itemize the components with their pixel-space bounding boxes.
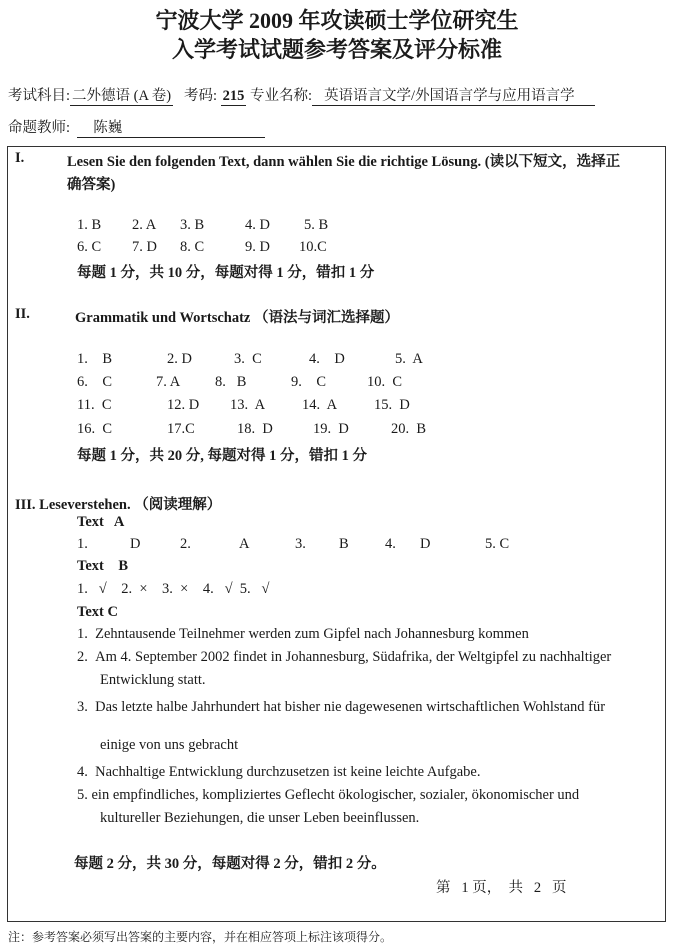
answer: 8. B [215, 374, 247, 390]
item-number: 1. [77, 626, 88, 642]
answer: 3. C [234, 351, 262, 367]
teacher-value: 陈巍 [77, 116, 265, 138]
major-value: 英语语言文学/外国语言学与应用语言学 [312, 84, 595, 106]
answer-box [7, 146, 666, 922]
answer: 12. D [167, 397, 200, 413]
section1-heading: Lesen Sie den folgenden Text, dann wählen Sie die richtige Lösung. (读以下短文，选择正 [67, 154, 621, 170]
textC-item [77, 626, 529, 643]
answer: 18. D [237, 421, 273, 437]
section3-scoring: 每题 2 分，共 30 分，每题对得 2 分，错扣 2 分。 [74, 856, 386, 872]
textC-item [77, 764, 480, 781]
item-text-cont: kultureller Beziehungen, die unser Leben beeinflussen. [100, 810, 420, 826]
textC-label: Text C [77, 604, 118, 620]
item-number: 3. [77, 699, 88, 715]
textB-label: Text B [77, 558, 129, 574]
item-text: ein empfindliches, kompliziertes Geflecht ökologischer, sozialer, ökonomischer und [91, 787, 580, 803]
textC-item [77, 787, 579, 804]
section2-number: II. [15, 306, 30, 322]
answer: B [339, 536, 349, 552]
teacher-label: 命题教师: [8, 120, 71, 136]
answer: 9. D [245, 239, 270, 255]
answer: 14. A [302, 397, 338, 413]
answer: 10.C [299, 239, 327, 255]
document-title: 宁波大学 2009 年攻读硕士学位研究生 [155, 8, 519, 33]
item-number: 5. [77, 787, 88, 803]
answer: D [420, 536, 431, 552]
code-value: 215 [222, 88, 245, 104]
section1-heading-cont: 确答案) [67, 177, 116, 193]
answer: 2. D [167, 351, 192, 367]
item-text: Das letzte halbe Jahrhundert hat bisher nie dagewesenen wirtschaftlichen Wohlstand für [95, 699, 606, 715]
answer-number: 4. [385, 536, 396, 552]
answer: 1. B [77, 217, 102, 233]
answer: 17.C [167, 421, 195, 437]
answer-number: 3. [295, 536, 306, 552]
item-text: Zehntausende Teilnehmer werden zum Gipfel nach Johannesburg kommen [95, 626, 529, 642]
answer: A [239, 536, 250, 552]
section1-number: I. [15, 150, 25, 166]
exam-info-line [8, 84, 595, 106]
answer-number: 2. [180, 536, 191, 552]
answer: 8. C [180, 239, 205, 255]
answer: 11. C [77, 397, 112, 413]
answer: 2. A [132, 217, 157, 233]
answer: 16. C [77, 421, 113, 437]
answer: 9. C [291, 374, 327, 390]
code-label: 考码: [184, 88, 218, 104]
answer: 7. A [156, 374, 181, 390]
answer: 1. B [77, 351, 113, 367]
answer: 6. C [77, 239, 102, 255]
section1-scoring: 每题 1 分，共 10 分，每题对得 1 分，错扣 1 分 [77, 265, 375, 281]
answer: 7. D [132, 239, 157, 255]
section2-heading: Grammatik und Wortschatz （语法与词汇选择题） [75, 310, 399, 326]
textB-answers: 1. √ 2. × 3. × 4. √ 5. √ [77, 581, 270, 597]
item-text-cont: einige von uns gebracht [100, 737, 239, 753]
answer: 15. D [374, 397, 410, 413]
subject-value: 二外德语 (A 卷) [70, 84, 173, 106]
item-text-cont: Entwicklung statt. [100, 672, 206, 688]
item-text: Nachhaltige Entwicklung durchzusetzen ist keine leichte Aufgabe. [95, 764, 481, 780]
textC-item [77, 649, 611, 666]
answer: 10. C [367, 374, 403, 390]
subject-label: 考试科目: [8, 88, 71, 104]
answer: 19. D [313, 421, 349, 437]
answer: 5. C [485, 536, 510, 552]
textC-item [77, 699, 605, 716]
teacher-line [8, 116, 265, 138]
item-number: 4. [77, 764, 88, 780]
answer: 13. A [230, 397, 266, 413]
item-text: Am 4. September 2002 findet in Johannesburg, Südafrika, der Weltgipfel zu nachhaltiger [95, 649, 612, 665]
document-subtitle: 入学考试试题参考答案及评分标准 [171, 37, 502, 62]
answer: 6. C [77, 374, 113, 390]
footer-note: 注：参考答案必须写出答案的主要内容，并在相应答项上标注该项得分。 [8, 930, 393, 944]
section3-heading: III. Leseverstehen. （阅读理解） [15, 497, 222, 513]
answer-number: 1. [77, 536, 88, 552]
answer: 5. A [395, 351, 423, 367]
answer: 4. D [245, 217, 270, 233]
answer: 5. B [304, 217, 329, 233]
answer: D [130, 536, 141, 552]
page-indicator: 第 1 页， 共 2 页 [436, 880, 567, 896]
answer: 20. B [391, 421, 427, 437]
answer: 4. D [309, 351, 345, 367]
major-label: 专业名称: [250, 88, 313, 104]
section2-scoring: 每题 1 分，共 20 分, 每题对得 1 分，错扣 1 分 [77, 448, 367, 464]
answer: 3. B [180, 217, 205, 233]
item-number: 2. [77, 649, 88, 665]
textA-label: Text A [77, 514, 125, 530]
